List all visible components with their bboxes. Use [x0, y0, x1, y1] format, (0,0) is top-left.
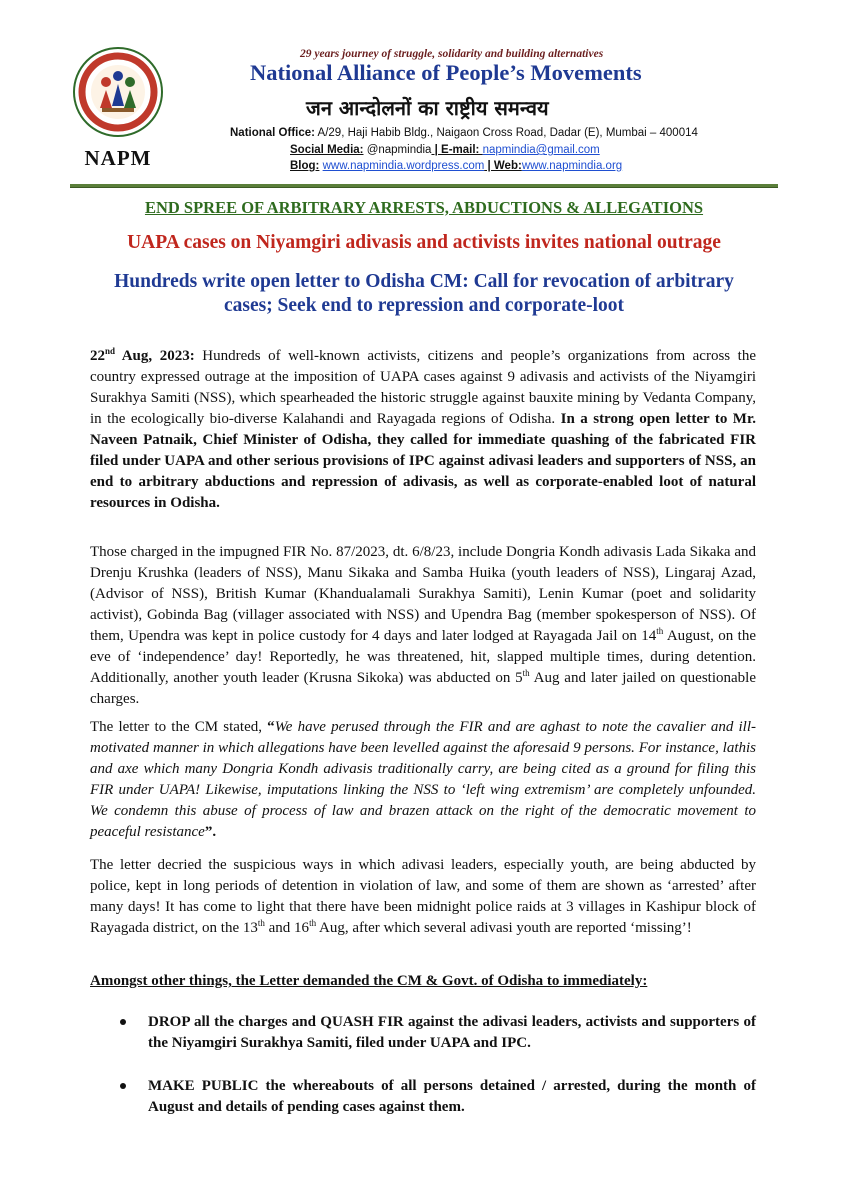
social-handle[interactable]: @napmindia: [363, 144, 432, 156]
tagline: 29 years journey of struggle, solidarity and building alternatives: [300, 48, 604, 60]
blog-label: Blog:: [290, 160, 320, 172]
charged-text-a: Those charged in the impugned FIR No. 87/2023, dt. 6/8/23, include Dongria Kondh adivasis Lada Sikaka and Drenju Krushka (leaders of NSS), Manu Sikaka and Samba Huika (youth leaders of NSS), Lingaraj Azad, (Advisor of NSS), British Kumar (Khandualamali Surakhya Samiti), Lenin Kumar (poet and solidarity activist), Gobinda Bag (villager associated with NSS) and Upendra Bag (member spokesperson of NSS). Of them, Upendra was kept in police custody for 4 days and later lodged at Rayagada Jail on 14: [90, 544, 756, 644]
bullet-icon: [120, 1019, 126, 1025]
paragraph-quote: [90, 717, 756, 843]
napm-logo: [72, 46, 164, 138]
date-suffix: nd: [105, 346, 116, 356]
date-day: 22: [90, 348, 105, 364]
email-label: | E-mail:: [431, 144, 483, 156]
header-divider: [70, 184, 778, 188]
headline-green: END SPREE OF ARBITRARY ARRESTS, ABDUCTIONS & ALLEGATIONS: [144, 198, 704, 217]
office-label: National Office:: [230, 127, 315, 139]
demand-text: MAKE PUBLIC the whereabouts of all persons detained / arrested, during the month of August and details of pending cases against them.: [148, 1078, 756, 1115]
blog-link[interactable]: www.napmindia.wordpress.com: [322, 160, 485, 172]
paragraph-abductions: [90, 855, 756, 939]
social-label: Social Media:: [290, 144, 364, 156]
date-rest: Aug, 2023:: [115, 348, 195, 364]
abductions-sup-1: th: [257, 918, 265, 928]
organization-name-hindi: जन आन्दोलनों का राष्ट्रीय समन्वय: [306, 96, 549, 120]
paragraph-intro: [90, 346, 756, 514]
quote-close: ”.: [204, 824, 217, 840]
abductions-text-c: Aug, after which several adivasi youth are reported ‘missing’!: [316, 920, 692, 936]
office-address-line: [230, 127, 698, 139]
intro-bold-text: In a strong open letter to Mr. Naveen Patnaik, Chief Minister of Odisha, they called for immediate quashing of the fabricated FIR filed under UAPA and other serious provisions of IPC against adivasi leaders and supporters of NSS, an end to arbitrary abductions and repression of adivasis, as well as corporate-enabled loot of natural resources in Odisha.: [90, 411, 756, 511]
list-item: [90, 1012, 756, 1054]
demand-text: DROP all the charges and QUASH FIR against the adivasi leaders, activists and supporters of the Niyamgiri Surakhya Samiti, filed under UAPA and IPC.: [148, 1014, 756, 1051]
organization-name: National Alliance of People’s Movements: [250, 60, 642, 85]
quote-lead: The letter to the CM stated,: [90, 719, 263, 735]
charged-sup-2: th: [522, 668, 530, 678]
charged-text-b: August, on the eve of ‘independence’ day! Reportedly, he was threatened, hit, slapped multiple times, during detention. Additionally, another youth leader (Krusna Sikoka) was abducted on 5: [90, 628, 756, 686]
paragraph-charged: [90, 542, 756, 710]
intro-text: Hundreds of well-known activists, citizens and people’s organizations from across the country expressed outrage at the imposition of UAPA cases against 9 adivasis and activists of the Niyamgiri Surakhya Samiti (NSS), which spearheaded the historic struggle against bauxite mining by Vedanta Company, in the ecologically bio-diverse Kalahandi and Rayagada regions of Odisha.: [90, 348, 756, 427]
quote-text: We have perused through the FIR and are aghast to note the cavalier and ill-motivated manner in which allegations have been levelled against the aforesaid 9 persons. For instance, lathis and axe which many Dongria Kondh adivasis traditionally carry, are being cited as a ground for filing this FIR under UAPA! Likewise, imputations linking the NSS to ‘left wing extremism’ are completely unfounded. We condemn this abuse of process of law and brazen attack on the right of the democratic movement to peaceful resistance: [90, 719, 756, 840]
bullet-icon: [120, 1083, 126, 1089]
demands-heading: Amongst other things, the Letter demanded the CM & Govt. of Odisha to immediately:: [90, 973, 648, 989]
headline-blue: Hundreds write open letter to Odisha CM: Call for revocation of arbitrary cases; Seek end to repression and corporate-loot: [114, 271, 734, 316]
charged-text-c: Aug and later jailed on questionable charges.: [90, 670, 756, 707]
web-label: | Web:: [484, 160, 522, 172]
email-link[interactable]: napmindia@gmail.com: [482, 144, 600, 156]
abductions-sup-2: th: [309, 918, 317, 928]
web-link[interactable]: www.napmindia.org: [521, 160, 623, 172]
headline-red: UAPA cases on Niyamgiri adivasis and activists invites national outrage: [127, 232, 721, 253]
list-item: [90, 1076, 756, 1118]
charged-sup-1: th: [656, 626, 664, 636]
web-line: [290, 160, 622, 172]
abductions-text-b: and 16: [264, 920, 310, 936]
office-address: A/29, Haji Habib Bldg., Naigaon Cross Road, Dadar (E), Mumbai – 400014: [314, 127, 698, 139]
social-media-line: [290, 144, 600, 156]
logo-label: NAPM: [84, 146, 152, 170]
abductions-text-a: The letter decried the suspicious ways in which adivasi leaders, especially youth, are being abducted by police, kept in long periods of detention in violation of law, and some of them are shown as ‘arrested’ after many days! It has come to light that there have been midnight police raids at 3 villages in Kashipur block of Rayagada district, on the 13: [90, 857, 756, 936]
quote-open: “: [262, 719, 275, 735]
